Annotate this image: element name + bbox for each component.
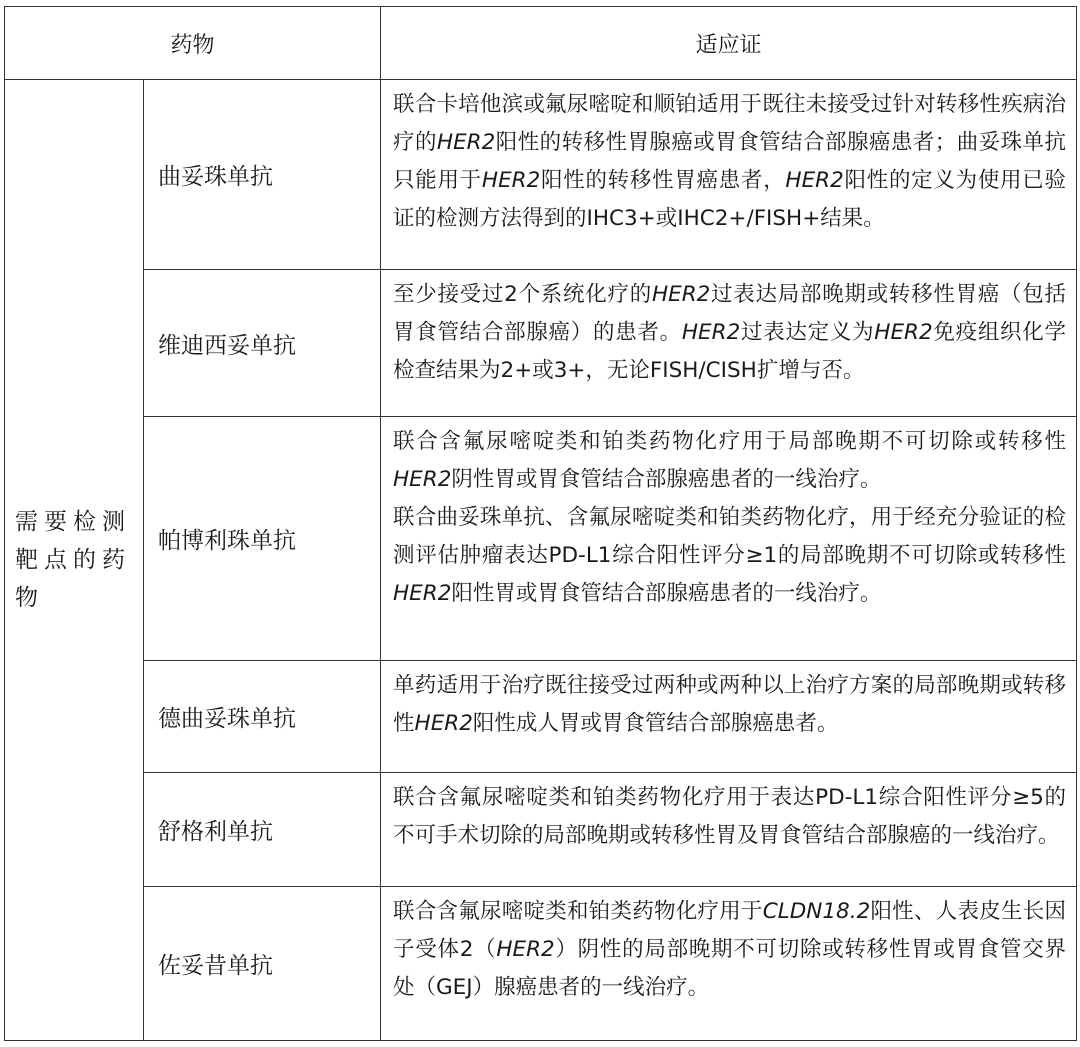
table-row xyxy=(5,887,1077,1041)
table-header-row xyxy=(5,7,1077,80)
header-drug: 药物 xyxy=(5,7,381,80)
table-row xyxy=(5,773,1077,887)
indication-text: 至少接受过2个系统化疗的HER2过表达局部晚期或转移性胃癌（包括胃食管结合部腺癌）的患者。HER2过表达定义为HER2免疫组织化学检查结果为2+或3+，无论FISH/CISH扩增与否。 xyxy=(381,270,1077,417)
drug-name: 帕博利珠单抗 xyxy=(144,417,381,661)
indication-text: 联合卡培他滨或氟尿嘧啶和顺铂适用于既往未接受过针对转移性疾病治疗的HER2阳性的转移性胃腺癌或胃食管结合部腺癌患者；曲妥珠单抗只能用于HER2阳性的转移性胃癌患者，HER2阳性的定义为使用已验证的检测方法得到的IHC3+或IHC2+/FISH+结果。 xyxy=(381,80,1077,270)
table-row xyxy=(5,661,1077,773)
table-row xyxy=(5,80,1077,270)
drug-indication-table xyxy=(4,6,1077,1041)
indication-text: 联合含氟尿嘧啶类和铂类药物化疗用于CLDN18.2阳性、人表皮生长因子受体2（HER2）阴性的局部晚期不可切除或转移性胃或胃食管交界处（GEJ）腺癌患者的一线治疗。 xyxy=(381,887,1077,1041)
drug-name: 曲妥珠单抗 xyxy=(144,80,381,270)
drug-name: 德曲妥珠单抗 xyxy=(144,661,381,773)
drug-name: 维迪西妥单抗 xyxy=(144,270,381,417)
header-indication: 适应证 xyxy=(381,7,1077,80)
indication-part-1: 联合含氟尿嘧啶类和铂类药物化疗用于局部晚期不可切除或转移性HER2阴性胃或胃食管结合部腺癌患者的一线治疗。 xyxy=(393,429,1067,492)
drug-name: 佐妥昔单抗 xyxy=(144,887,381,1041)
indication-text xyxy=(381,417,1077,661)
indication-part-2: 联合曲妥珠单抗、含氟尿嘧啶类和铂类药物化疗，用于经充分验证的检测评估肿瘤表达PD-L1综合阳性评分≥1的局部晚期不可切除或转移性HER2阳性胃或胃食管结合部腺癌患者的一线治疗。 xyxy=(393,505,1067,606)
category-cell: 需要检测靶点的药物 xyxy=(5,80,144,1041)
table-row xyxy=(5,270,1077,417)
indication-text: 单药适用于治疗既往接受过两种或两种以上治疗方案的局部晚期或转移性HER2阳性成人胃或胃食管结合部腺癌患者。 xyxy=(381,661,1077,773)
table-row xyxy=(5,417,1077,661)
indication-text: 联合含氟尿嘧啶类和铂类药物化疗用于表达PD-L1综合阳性评分≥5的不可手术切除的局部晚期或转移性胃及胃食管结合部腺癌的一线治疗。 xyxy=(381,773,1077,887)
drug-name: 舒格利单抗 xyxy=(144,773,381,887)
